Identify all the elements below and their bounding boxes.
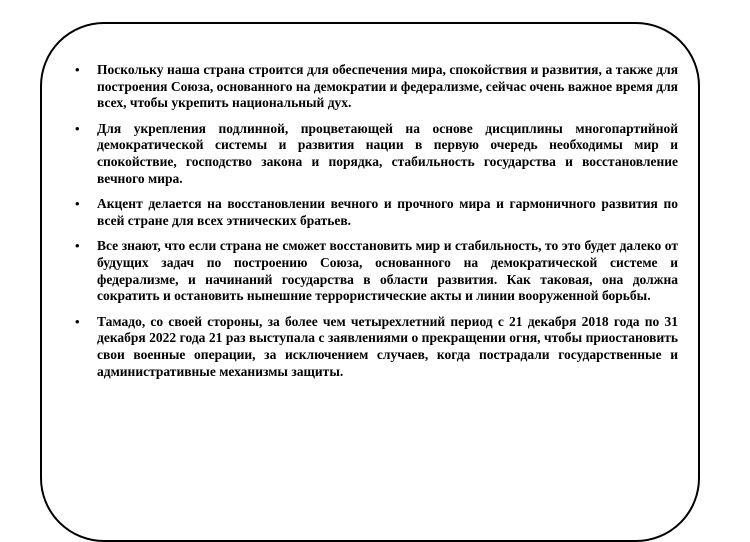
bullet-list <box>74 62 678 389</box>
bullet-item <box>74 121 678 187</box>
bullet-dot-icon: • <box>75 196 80 212</box>
bullet-item <box>74 314 678 380</box>
bullet-text: Поскольку наша страна строится для обеспечения мира, спокойствия и развития, а также для построения Союза, основанного на демократии и федерализме, сейчас очень важное время для всех, чтобы укрепить национальный дух. <box>97 62 678 111</box>
bullet-item <box>74 196 678 229</box>
bullet-text: Тамадо, со своей стороны, за более чем четырехлетний период с 21 декабря 2018 года по 31 декабря 2022 года 21 раз выступала с заявлениями о прекращении огня, чтобы приостановить свои военные операции, за исключением случаев, когда пострадали государственные и административные механизмы защиты. <box>97 313 678 379</box>
bullet-dot-icon: • <box>75 238 80 254</box>
cut-off-header-text <box>0 0 750 9</box>
bullet-text: Акцент делается на восстановлении вечного и прочного мира и гармоничного развития по всей стране для всех этнических братьев. <box>97 196 678 228</box>
bullet-dot-icon: • <box>75 62 80 77</box>
bullet-text: Для укрепления подлинной, процветающей на основе дисциплины многопартийной демократической системы и развития нации в первую очередь необходимы мир и спокойствие, господство закона и порядка, стабильность государства и восстановление вечного мира. <box>97 120 678 186</box>
bullet-item <box>74 62 678 112</box>
bullet-dot-icon: • <box>75 120 80 136</box>
bullet-item <box>74 238 678 304</box>
bullet-text: Все знают, что если страна не сможет восстановить мир и стабильность, то это будет далеко от будущих задач по построению Союза, основанного на демократической системе и федерализме, и начинаний государства в области развития. Как таковая, она должна сократить и остановить нынешние террористические акты и линии вооруженной борьбы. <box>97 238 678 304</box>
bullet-dot-icon: • <box>75 313 80 329</box>
